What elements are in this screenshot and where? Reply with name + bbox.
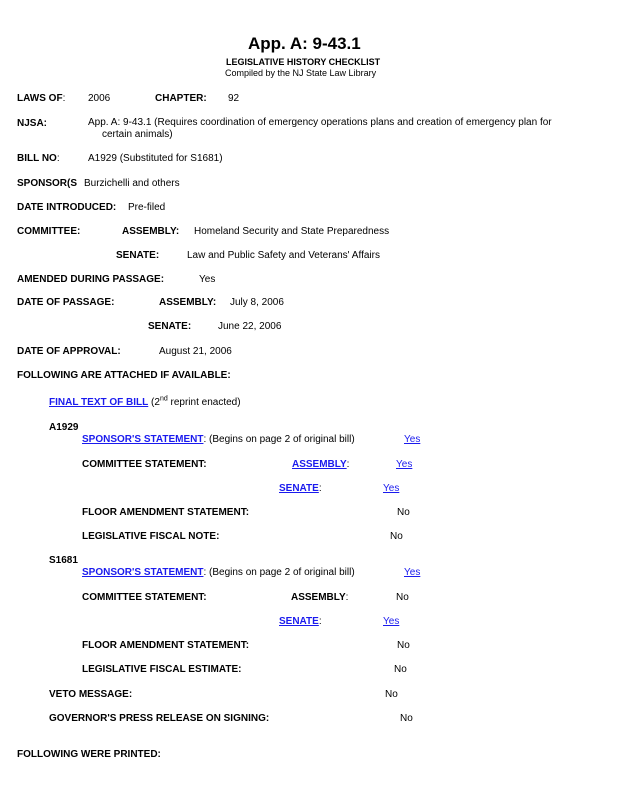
bill-no-label: BILL NO [17,153,57,164]
committee-assembly-value: Homeland Security and State Preparedness [194,226,390,237]
passage-senate-label: SENATE: [148,321,192,332]
date-of-approval-value: August 21, 2006 [159,346,232,357]
a1929-fiscal-label: LEGISLATIVE FISCAL NOTE: [82,531,220,542]
a1929-assembly-colon: : [346,459,350,470]
date-introduced-label: DATE INTRODUCED: [17,202,117,213]
njsa-value-line2: certain animals) [102,129,173,140]
bill-no-field [17,153,60,164]
final-text-sup: nd [159,395,168,403]
a1929-sponsor-link[interactable]: SPONSOR'S STATEMENT [82,434,204,445]
a1929-senate-row [279,483,322,494]
a1929-floor-label: FLOOR AMENDMENT STATEMENT: [82,507,250,518]
a1929-senate-link[interactable]: SENATE [279,483,319,494]
a1929-assembly-link[interactable]: ASSEMBLY [292,459,347,470]
final-text-post: reprint enacted) [167,397,241,408]
s1681-assembly-colon: : [345,592,349,603]
a1929-floor-value: No [397,507,410,518]
a1929-sponsor-yes-link[interactable]: Yes [404,434,421,445]
s1681-assembly-label: ASSEMBLY [291,592,346,603]
laws-of-colon: : [62,93,66,104]
s1681-sponsor-yes-link[interactable]: Yes [404,567,421,578]
bill-no-value: A1929 (Substituted for S1681) [88,153,223,164]
s1681-floor-label: FLOOR AMENDMENT STATEMENT: [82,640,250,651]
date-introduced-value: Pre-filed [128,202,166,213]
laws-of-label: LAWS OF [17,93,63,104]
s1681-assembly-value: No [396,592,409,603]
amended-label: AMENDED DURING PASSAGE: [17,274,165,285]
committee-assembly-label: ASSEMBLY: [122,226,180,237]
s1681-committee-label: COMMITTEE STATEMENT: [82,592,207,603]
laws-of-field [17,93,65,104]
final-text-row [49,397,241,408]
a1929-fiscal-value: No [390,531,403,542]
bill-no-colon: : [56,153,60,164]
a1929-senate-yes-link[interactable]: Yes [383,483,400,494]
sponsor-label: SPONSOR(S [17,178,78,189]
njsa-label: NJSA: [17,118,48,129]
a1929-sponsor-row [82,434,355,445]
a1929-assembly-row [292,459,349,470]
chapter-value: 92 [228,93,240,104]
passage-senate-value: June 22, 2006 [218,321,282,332]
committee-senate-label: SENATE: [116,250,160,261]
s1681-sponsor-note: : (Begins on page 2 of original bill) [203,567,355,578]
laws-of-value: 2006 [88,93,111,104]
s1681-label: S1681 [49,555,78,566]
press-release-label: GOVERNOR'S PRESS RELEASE ON SIGNING: [49,713,270,724]
s1681-sponsor-link[interactable]: SPONSOR'S STATEMENT [82,567,204,578]
a1929-committee-label: COMMITTEE STATEMENT: [82,459,207,470]
compiled-by: Compiled by the NJ State Law Library [225,68,377,78]
s1681-sponsor-row [82,567,355,578]
final-text-link[interactable]: FINAL TEXT OF BILL [49,397,149,408]
s1681-senate-row [279,616,322,627]
sponsor-value: Burzichelli and others [84,178,180,189]
final-text-pre: (2 [151,397,160,408]
a1929-assembly-yes-link[interactable]: Yes [396,459,413,470]
veto-value: No [385,689,398,700]
date-of-approval-label: DATE OF APPROVAL: [17,346,121,357]
printed-header: FOLLOWING WERE PRINTED: [17,749,161,760]
s1681-fiscal-label: LEGISLATIVE FISCAL ESTIMATE: [82,664,242,675]
press-release-value: No [400,713,413,724]
s1681-fiscal-value: No [394,664,407,675]
committee-senate-value: Law and Public Safety and Veterans' Affairs [187,250,380,261]
chapter-label: CHAPTER: [155,93,207,104]
a1929-sponsor-note: : (Begins on page 2 of original bill) [203,434,355,445]
page-title: App. A: 9-43.1 [248,34,361,53]
veto-label: VETO MESSAGE: [49,689,133,700]
s1681-senate-colon: : [318,616,322,627]
attached-header: FOLLOWING ARE ATTACHED IF AVAILABLE: [17,370,231,381]
date-of-passage-label: DATE OF PASSAGE: [17,297,115,308]
passage-assembly-value: July 8, 2006 [230,297,284,308]
amended-value: Yes [199,274,216,285]
s1681-senate-link[interactable]: SENATE [279,616,319,627]
s1681-floor-value: No [397,640,410,651]
a1929-senate-colon: : [318,483,322,494]
s1681-assembly-row [291,592,348,603]
committee-label: COMMITTEE: [17,226,81,237]
page-subtitle: LEGISLATIVE HISTORY CHECKLIST [226,57,381,67]
passage-assembly-label: ASSEMBLY: [159,297,217,308]
s1681-senate-yes-link[interactable]: Yes [383,616,400,627]
a1929-label: A1929 [49,422,79,433]
njsa-value-line1: App. A: 9-43.1 (Requires coordination of emergency operations plans and creation of emergency plan for [88,117,552,128]
